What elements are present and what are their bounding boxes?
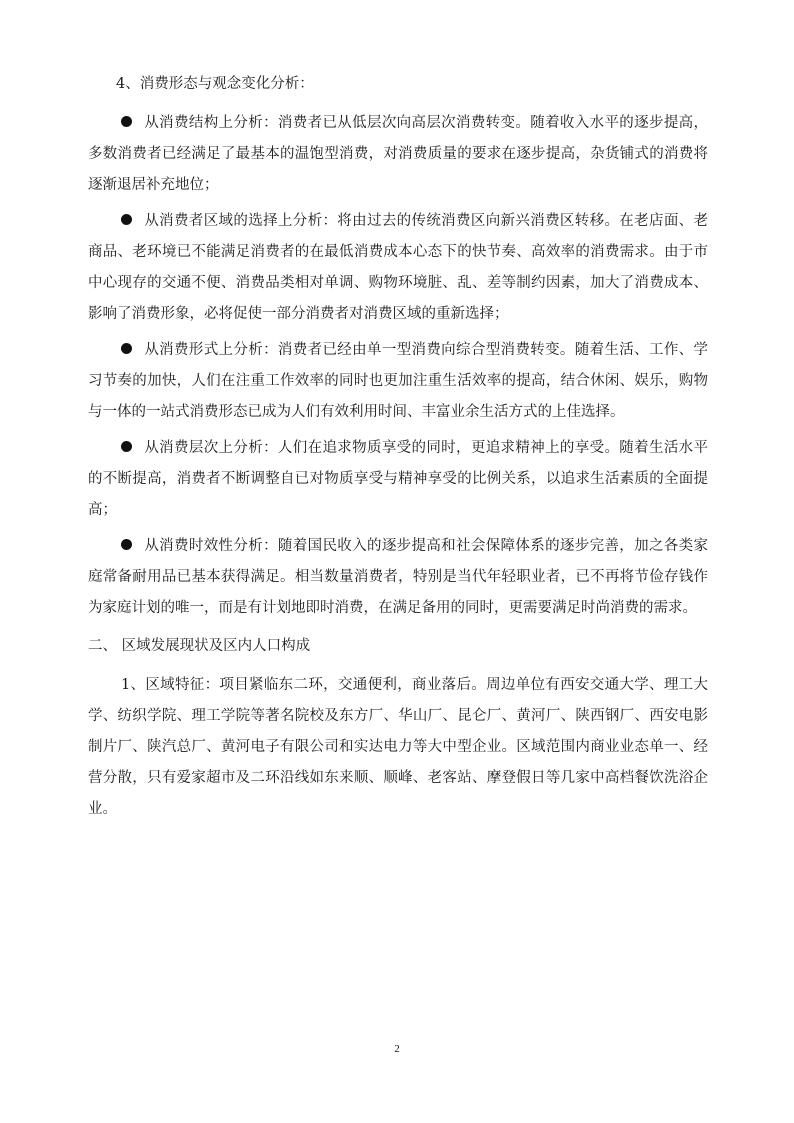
bullet-icon bbox=[121, 214, 132, 225]
bullet-icon bbox=[121, 343, 132, 354]
bullet-paragraph bbox=[88, 206, 708, 330]
bullet-icon bbox=[121, 116, 132, 127]
bullet-text: 从消费结构上分析：消费者已从低层次向高层次消费转变。随着收入水平的逐步提高，多数消费者已经满足了最基本的温饱型消费，对消费质量的要求在逐步提高，杂货铺式的消费将逐渐退居补充地位； bbox=[88, 115, 708, 193]
bullet-text: 从消费者区域的选择上分析：将由过去的传统消费区向新兴消费区转移。在老店面、老商品、老环境已不能满足消费者的在最低消费成本心态下的快节奏、高效率的消费需求。由于市中心现存的交通不便、消费品类相对单调、购物环境脏、乱、差等制约因素，加大了消费成本、影响了消费形象，必将促使一部分消费者对消费区域的重新选择； bbox=[88, 213, 708, 322]
bullet-paragraph bbox=[88, 433, 708, 526]
page-number: 2 bbox=[394, 1043, 400, 1055]
bullet-paragraph bbox=[88, 108, 708, 201]
bullet-paragraph bbox=[88, 531, 708, 624]
bullet-icon bbox=[121, 539, 132, 550]
bullet-text: 从消费层次上分析：人们在追求物质享受的同时，更追求精神上的享受。随着生活水平的不断提高，消费者不断调整自已对物质享受与精神享受的比例关系，以追求生活素质的全面提高； bbox=[88, 440, 708, 518]
bullet-text: 从消费形式上分析：消费者已经由单一型消费向综合型消费转变。随着生活、工作、学习节奏的加快，人们在注重工作效率的同时也更加注重生活效率的提高，结合休闲、娱乐，购物与一体的一站式消费形态已成为人们有效利用时间、丰富业余生活方式的上佳选择。 bbox=[88, 342, 708, 420]
page-content bbox=[88, 72, 708, 831]
section-heading: 二、 区域发展现状及区内人口构成 bbox=[88, 638, 311, 654]
body-paragraph: 1、区域特征：项目紧临东二环，交通便利，商业落后。周边单位有西安交通大学、理工大学、纺织学院、理工学院等著名院校及东方厂、华山厂、昆仑厂、黄河厂、陕西钢厂、西安电影制片厂、陕汽总厂、黄河电子有限公司和实达电力等大中型企业。区域范围内商业业态单一、经营分散，只有爱家超市及二环沿线如东来顺、顺峰、老客站、摩登假日等几家中高档餐饮洗浴企业。 bbox=[88, 677, 708, 817]
bullet-icon bbox=[121, 441, 132, 452]
bullet-paragraph bbox=[88, 335, 708, 428]
bullet-text: 从消费时效性分析：随着国民收入的逐步提高和社会保障体系的逐步完善，加之各类家庭常备耐用品已基本获得满足。相当数量消费者，特别是当代年轻职业者，已不再将节俭存钱作为家庭计划的唯一，而是有计划地即时消费，在满足备用的同时，更需要满足时尚消费的需求。 bbox=[88, 538, 708, 616]
subsection-heading: 4、消费形态与观念变化分析： bbox=[116, 76, 314, 92]
